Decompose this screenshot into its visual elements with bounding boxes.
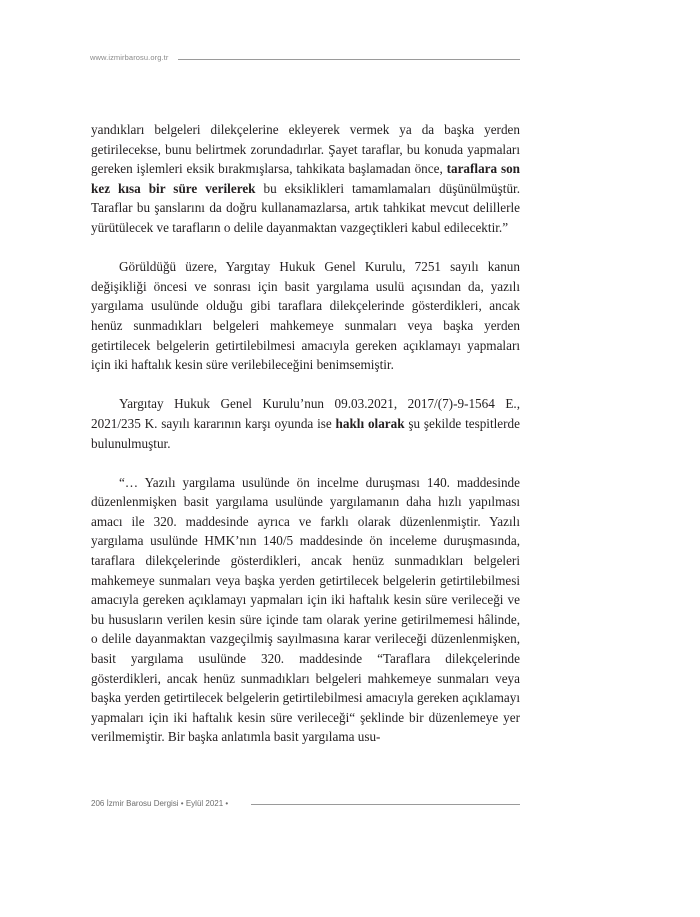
page-header [90, 52, 520, 68]
page-footer [91, 799, 520, 815]
bold-emphasis: haklı olarak [335, 415, 405, 431]
paragraph-continuation: yandıkları belgeleri dilekçelerine ekleyerek vermek ya da başka yerden getirilecekse, bunu belirtmek zorundadırlar. Şayet taraflar, bu konuda yapmaları gereken işlemleri eksik bırakmışlarsa, tahkikata başlamadan önce, taraflara son kez kısa bir süre verilerek bu eksiklikleri tamamlamaları düşünülmüştür. Taraflar bu şanslarını da doğru kullanamazlarsa, artık tahkikat mevcut delillerle yürütülecek ve tarafların o delile dayanmaktan vazgeçtikleri kabul edilecektir.” [91, 122, 521, 235]
header-rule [178, 59, 520, 60]
footer-text: 206 İzmir Barosu Dergisi • Eylül 2021 • [91, 799, 229, 808]
header-url: www.izmirbarosu.org.tr [90, 53, 169, 62]
paragraph: Görüldüğü üzere, Yargıtay Hukuk Genel Kurulu, 7251 sayılı kanun değişikliği öncesi ve sonrası için basit yargılama usulü açısından da, yazılı yargılama usulünde olduğu gibi taraflara dilekçelerinde gösterdikleri, ancak henüz sunmadıkları belgeleri mahkemeye sunmaları veya başka yerden getirtilecek belgelerin getirtilebilmesi amacıyla gereken açıklamayı yapmaları için iki haftalık kesin süre verilebileceğini benimsemiştir. [91, 259, 520, 373]
quoted-paragraph: “… Yazılı yargılama usulünde ön incelme duruşması 140. maddesinde düzenlenmişken basit yargılama usulünde yargılamanın daha hızlı yapılması amacı ile 320. maddesinde ayrıca ve farklı olarak düzenlenmiştir. Yazılı yargılama usulünde HMK’nın 140/5 maddesinde ön inceleme duruşmasında, taraflara dilekçelerinde gösterdikleri, ancak henüz sunmadıkları belgeleri mahkemeye sunmaları veya başka yerden getirtilecek belgelerin getirtilebilmesi amacıyla gereken açıklamayı yapmaları için iki haftalık kesin süre verileceği ve bu hususların verilen kesin süre içinde tam olarak yerine getirilmemesi hâlinde, o delile dayanmaktan vazgeçilmiş sayılmasına karar verileceği düzenlenmişken, basit yargılama usulünde 320. maddesinde “Taraflara dilekçelerinde gösterdikleri, ancak henüz sunmadıkları belgeleri mahkemeye sunmaları veya başka yerden getirtilecek belgelerin getirtilebilmesi amacıyla gereken açıklamayı yapmaları için iki haftalık kesin süre verileceği“ şeklinde bir düzenlemeye yer verilmemiştir. Bir başka anlatımla basit yargılama usu- [91, 474, 520, 745]
article-body [91, 120, 520, 747]
bold-emphasis: taraflara son kez kısa bir süre verilerek [91, 161, 521, 196]
paragraph: Yargıtay Hukuk Genel Kurulu’nun 09.03.2021, 2017/(7)-9-1564 E., 2021/235 K. sayılı kararının karşı oyunda ise haklı olarak şu şekilde tespitlerde bulunulmuştur. [91, 396, 520, 451]
footer-rule [251, 804, 520, 805]
